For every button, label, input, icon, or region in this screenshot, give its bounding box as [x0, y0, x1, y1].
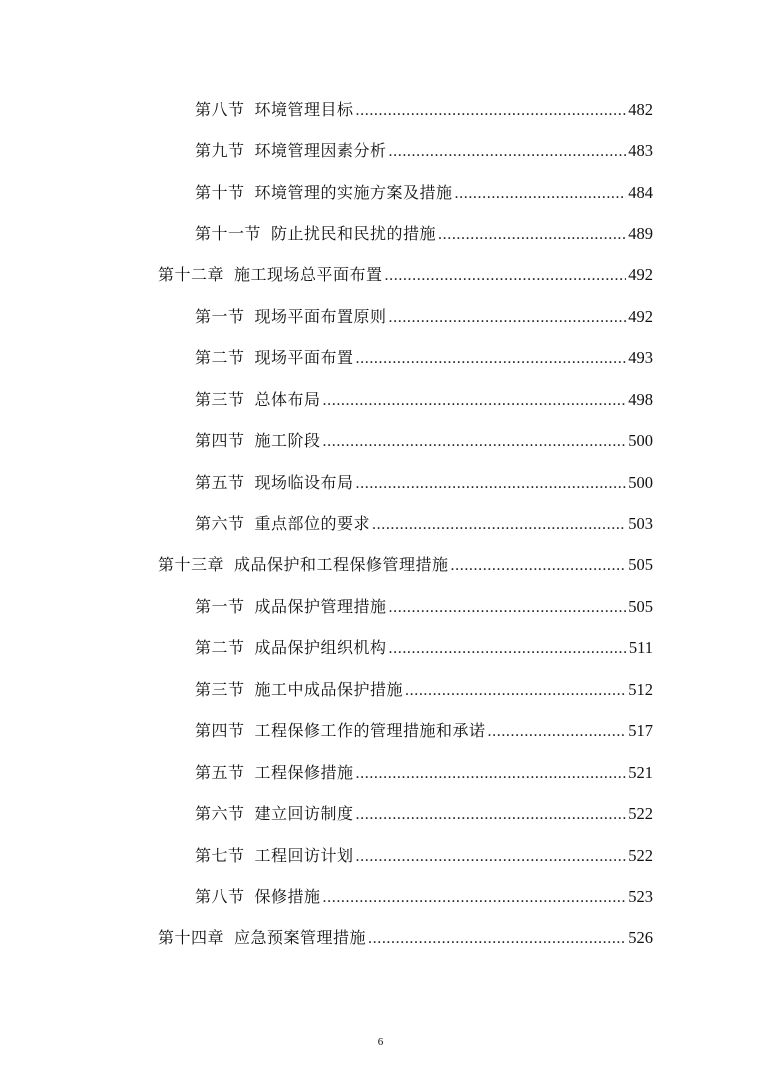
entry-page-number: 517: [628, 721, 653, 740]
entry-title: 工程保修工作的管理措施和承诺: [254, 721, 486, 740]
entry-number: 第七节: [195, 846, 245, 865]
entry-number: 第四节: [195, 721, 245, 740]
entry-page-number: 484: [628, 183, 653, 202]
entry-number: 第十二章: [158, 265, 225, 284]
toc-entry[interactable]: [195, 140, 653, 162]
toc-entry[interactable]: [195, 99, 653, 121]
dot-leader: [323, 390, 627, 412]
entry-page-number: 493: [628, 348, 653, 367]
dot-leader: [356, 804, 627, 826]
entry-title: 施工中成品保护措施: [254, 680, 404, 699]
toc-chapter-entry[interactable]: [158, 264, 653, 286]
toc-chapter-entry[interactable]: [158, 554, 653, 576]
entry-title: 环境管理因素分析: [254, 141, 387, 160]
dot-leader: [405, 680, 626, 702]
entry-number: 第六节: [195, 514, 245, 533]
entry-title: 工程保修措施: [254, 763, 354, 782]
entry-title: 应急预案管理措施: [234, 928, 367, 947]
entry-page-number: 498: [628, 390, 653, 409]
entry-title: 建立回访制度: [254, 804, 354, 823]
toc-entry[interactable]: [195, 430, 653, 452]
entry-title: 环境管理的实施方案及措施: [254, 183, 453, 202]
dot-leader: [389, 597, 627, 619]
entry-number: 第八节: [195, 887, 245, 906]
dot-leader: [389, 141, 627, 163]
entry-number: 第五节: [195, 473, 245, 492]
entry-number: 第九节: [195, 141, 245, 160]
toc-entry[interactable]: [195, 596, 653, 618]
entry-page-number: 526: [628, 928, 653, 947]
entry-page-number: 503: [628, 514, 653, 533]
entry-title: 防止扰民和民扰的措施: [271, 224, 437, 243]
toc-entry[interactable]: [195, 720, 653, 742]
entry-title: 重点部位的要求: [254, 514, 371, 533]
entry-title: 环境管理目标: [254, 100, 354, 119]
dot-leader: [385, 265, 627, 287]
entry-page-number: 492: [628, 307, 653, 326]
dot-leader: [323, 887, 627, 909]
entry-page-number: 489: [628, 224, 653, 243]
entry-number: 第二节: [195, 638, 245, 657]
entry-number: 第六节: [195, 804, 245, 823]
entry-page-number: 522: [628, 846, 653, 865]
toc-entry[interactable]: [195, 845, 653, 867]
toc-entry[interactable]: [195, 389, 653, 411]
toc-chapter-entry[interactable]: [158, 927, 653, 949]
entry-title: 成品保护组织机构: [254, 638, 387, 657]
toc-entry[interactable]: [195, 182, 653, 204]
dot-leader: [368, 928, 626, 950]
entry-title: 现场平面布置原则: [254, 307, 387, 326]
dot-leader: [438, 224, 626, 246]
entry-page-number: 483: [628, 141, 653, 160]
entry-title: 现场临设布局: [254, 473, 354, 492]
toc-entry[interactable]: [195, 886, 653, 908]
entry-page-number: 482: [628, 100, 653, 119]
entry-number: 第二节: [195, 348, 245, 367]
dot-leader: [455, 183, 627, 205]
entry-page-number: 523: [628, 887, 653, 906]
entry-number: 第一节: [195, 597, 245, 616]
dot-leader: [323, 431, 627, 453]
entry-number: 第十四章: [158, 928, 225, 947]
entry-page-number: 522: [628, 804, 653, 823]
entry-page-number: 505: [628, 597, 653, 616]
entry-page-number: 521: [628, 763, 653, 782]
toc-entry[interactable]: [195, 347, 653, 369]
dot-leader: [389, 307, 627, 329]
entry-page-number: 500: [628, 473, 653, 492]
dot-leader: [356, 846, 627, 868]
toc-entry[interactable]: [195, 637, 653, 659]
toc-entry[interactable]: [195, 762, 653, 784]
toc-entry[interactable]: [195, 306, 653, 328]
dot-leader: [372, 514, 626, 536]
entry-title: 施工现场总平面布置: [234, 265, 383, 284]
entry-title: 工程回访计划: [254, 846, 354, 865]
entry-title: 总体布局: [254, 390, 321, 409]
entry-page-number: 512: [628, 680, 653, 699]
entry-number: 第五节: [195, 763, 245, 782]
toc-entry[interactable]: [195, 472, 653, 494]
dot-leader: [356, 763, 627, 785]
entry-title: 成品保护管理措施: [254, 597, 387, 616]
entry-title: 成品保护和工程保修管理措施: [234, 555, 449, 574]
dot-leader: [356, 100, 627, 122]
entry-number: 第一节: [195, 307, 245, 326]
entry-number: 第十三章: [158, 555, 225, 574]
toc-entry[interactable]: [195, 679, 653, 701]
dot-leader: [451, 555, 627, 577]
dot-leader: [389, 638, 627, 660]
entry-number: 第三节: [195, 390, 245, 409]
toc-entry[interactable]: [195, 513, 653, 535]
entry-page-number: 492: [628, 265, 653, 284]
entry-title: 施工阶段: [254, 431, 321, 450]
toc-entry[interactable]: [195, 803, 653, 825]
entry-number: 第四节: [195, 431, 245, 450]
entry-page-number: 505: [628, 555, 653, 574]
entry-number: 第十一节: [195, 224, 262, 243]
dot-leader: [488, 721, 627, 743]
toc-entry[interactable]: [195, 223, 653, 245]
entry-page-number: 511: [628, 638, 653, 657]
entry-number: 第三节: [195, 680, 245, 699]
entry-title: 保修措施: [254, 887, 321, 906]
footer-page-number: 6: [377, 1036, 384, 1048]
dot-leader: [356, 473, 627, 495]
entry-title: 现场平面布置: [254, 348, 354, 367]
entry-number: 第八节: [195, 100, 245, 119]
entry-number: 第十节: [195, 183, 245, 202]
dot-leader: [356, 348, 627, 370]
entry-page-number: 500: [628, 431, 653, 450]
